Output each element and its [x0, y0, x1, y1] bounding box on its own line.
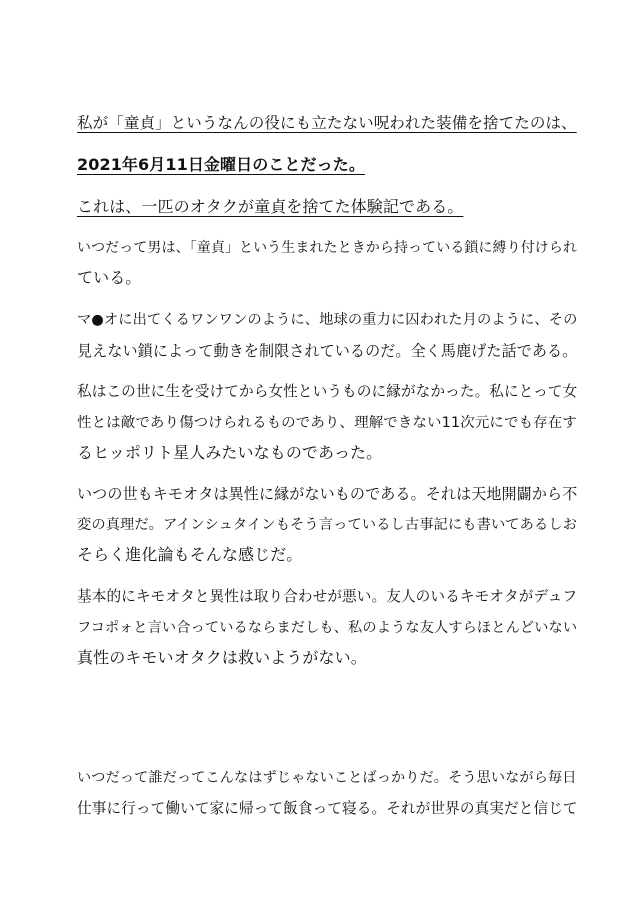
- paragraph-line: いつだって誰だってこんなはずじゃないことばっかりだ。そう思いながら毎日: [77, 770, 577, 786]
- paragraph-line: 見えない鎖によって動きを制限されているのだ。全く馬鹿げた話である。: [77, 342, 578, 360]
- heading-date-line: 2021年6月11日金曜日のことだった。: [77, 155, 365, 174]
- heading-line: これは、一匹のオタクが童貞を捨てた体験記である。: [77, 197, 464, 216]
- paragraph-line: ている。: [77, 268, 142, 287]
- paragraph-line: 基本的にキモオタと異性は取り合わせが悪い。友人のいるキモオタがデュフ: [77, 588, 578, 605]
- paragraph-line: そらく進化論もそんな感じだ。: [77, 545, 303, 564]
- paragraph-line: いつの世もキモオタは異性に縁がないものである。それは天地開闢から不: [77, 485, 578, 503]
- paragraph-line: るヒッポリト星人みたいなものであった。: [77, 443, 383, 462]
- heading-line: 私が「童貞」というなんの役にも立たない呪われた装備を捨てたのは、: [77, 114, 577, 132]
- paragraph-line: いつだって男は、「童貞」という生まれたときから持っている鎖に縛り付けられ: [77, 240, 578, 256]
- paragraph-line: 真性のキモいオタクは救いようがない。: [77, 648, 367, 667]
- paragraph-line: フコポォと言い合っているならまだしも、私のような友人すらほとんどいない: [77, 620, 578, 636]
- paragraph-line: 私はこの世に生を受けてから女性というものに縁がなかった。私にとって女: [77, 383, 578, 400]
- paragraph-line: 性とは敵であり傷つけられるものであり、理解できない11次元にでも存在す: [77, 415, 577, 431]
- paragraph-line: 変の真理だ。アインシュタインもそう言っているし古事記にも書いてあるしお: [77, 517, 578, 533]
- paragraph-line: 仕事に行って働いて家に帰って飯食って寝る。それが世界の真実だと信じて: [77, 800, 578, 817]
- paragraph-line: マ●オに出てくるワンワンのように、地球の重力に囚われた月のように、その: [77, 312, 578, 328]
